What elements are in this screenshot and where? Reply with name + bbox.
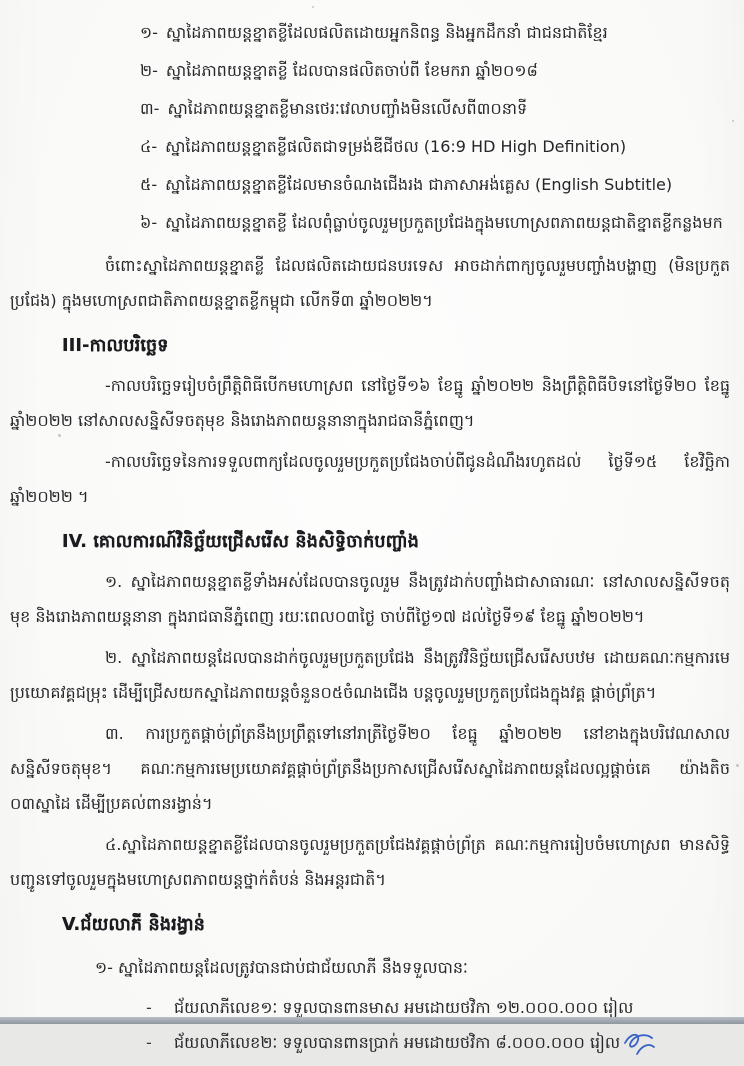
scan-edge <box>0 1017 744 1024</box>
criteria-paragraph: ១. ស្នាដៃភាពយន្តខ្នាតខ្លីទាំងអស់ដែលបានចូលរួម នឹងត្រូវដាក់បញ្ចាំងជាសាធារណៈ នៅសាលសន្និសីទចតុមុខ និងរោងភាពយន្តនានា ក្នុងរាជធានីភ្នំពេញ រយៈពេល០៣ថ្ងៃ ចាប់ពីថ្ងៃ១៧ ដល់ថ្ងៃទី១៩ ខែធ្នូ ឆ្នាំ២០២២។ <box>10 572 730 626</box>
dates-paragraph: -កាលបរិច្ឆេទរៀបចំព្រឹត្តិពិធីបើកមហោស្រព នៅថ្ងៃទី១៦ ខែធ្នូ ឆ្នាំ២០២២ និងព្រឹត្តិពិធីបិទនៅថ្ងៃទី២០ ខែធ្នូ ឆ្នាំ២០២២ នៅសាលសន្និសីទចតុមុខ និងរោងភាពយន្តនានាក្នុងរាជធានីភ្នំពេញ។ <box>10 376 730 430</box>
bullet-dash: - <box>146 998 152 1017</box>
list-item <box>140 172 730 197</box>
item-text: ស្នាដៃភាពយន្តខ្នាតខ្លី ដែលពុំធ្លាប់ចូលរួមប្រកួតប្រជែងក្នុងមហោស្រពភាពយន្តជាតិខ្នាតខ្លីកន្លងមក <box>165 213 723 232</box>
pen-squiggle-icon <box>622 1030 656 1066</box>
item-text: ស្នាដៃភាពយន្តខ្នាតខ្លី ដែលបានផលិតចាប់ពី ខែមករា ឆ្នាំ២០១៨ <box>165 61 538 80</box>
prizes-intro: ១- ស្នាដៃភាពយន្តដែលត្រូវបានជាប់ជាជ័យលាភី នឹងទទួលបានៈ <box>95 958 468 977</box>
list-item <box>140 58 730 83</box>
item-number: ៣- <box>140 99 160 118</box>
list-item <box>140 96 730 121</box>
bullet-dash: - <box>146 1033 152 1052</box>
item-text: ស្នាដៃភាពយន្តខ្នាតខ្លីមានថេរៈវេលាបញ្ចាំងមិនលើសពី៣០នាទី <box>167 99 528 118</box>
eligibility-list <box>10 20 730 235</box>
foreign-entry-note: ចំពោះស្នាដៃភាពយន្តខ្នាតខ្លី ដែលផលិតដោយជនបរទេស អាចដាក់ពាក្យចូលរួមបញ្ចាំងបង្ហាញ (មិនប្រកួតប្រជែង) ក្នុងមហោស្រពជាតិភាពយន្តខ្នាតខ្លីកម្ពុជា លើកទី៣ ឆ្នាំ២០២២។ <box>10 256 730 310</box>
item-text: ស្នាដៃភាពយន្តខ្នាតខ្លីផលិតជាទម្រង់ឌីជីថល (16:9 HD High Definition) <box>165 137 627 156</box>
prize-text: ជ័យលាភីលេខ២ៈ ទទួលបានពានប្រាក់ អមដោយថវិកា ៨.០០០.០០០ រៀល <box>174 1033 621 1052</box>
section-heading-criteria: IV. គោលការណ៍វិនិច្ឆ័យជ្រើសរើស និងសិទ្ធិចាក់បញ្ចាំង <box>62 532 420 552</box>
item-number: ២- <box>140 61 158 80</box>
criteria-paragraph: ៤.ស្នាដៃភាពយន្តខ្នាតខ្លីដែលបានចូលរួមប្រកួតប្រជែងវគ្គផ្តាច់ព្រ័ត្រ គណៈកម្មការរៀបចំមហោស្រព មានសិទ្ធិបញ្ជូនទៅចូលរួមក្នុងមហោស្រពភាពយន្តថ្នាក់តំបន់ និងអន្តរជាតិ។ <box>10 835 730 889</box>
item-number: ១- <box>140 23 158 42</box>
scan-speck <box>312 6 314 8</box>
item-number: ៥- <box>140 175 158 194</box>
item-text: ស្នាដៃភាពយន្តខ្នាតខ្លីដែលមានចំណងជើងរង ជាភាសាអង់គ្លេស (English Subtitle) <box>165 175 673 194</box>
criteria-paragraph: ២. ស្នាដៃភាពយន្តដែលបានដាក់ចូលរួមប្រកួតប្រជែង នឹងត្រូវវិនិច្ឆ័យជ្រើសរើសបឋម ដោយគណៈកម្មការមេប្រយោគវគ្គជម្រុះ ដើម្បីជ្រើសយកស្នាដៃភាពយន្តចំនួន០៥ចំណងជើង បន្តចូលរួមប្រកួតប្រជែងក្នុងវគ្គ ផ្តាច់ព្រ័ត្រ។ <box>10 648 730 702</box>
list-item <box>140 20 730 45</box>
scan-speck <box>736 764 739 767</box>
criteria-paragraph: ៣. ការប្រកួតផ្តាច់ព្រ័ត្រនឹងប្រព្រឹត្តទៅនៅរាត្រីថ្ងៃទី២០ ខែធ្នូ ឆ្នាំ២០២២ នៅខាងក្នុងបរិវេណសាលសន្និសីទចតុមុខ។ គណៈកម្មការមេប្រយោគវគ្គផ្តាច់ព្រ័ត្រនឹងប្រកាសជ្រើសរើសស្នាដៃភាពយន្តដែលល្អផ្តាច់គេ យ៉ាងតិច ០៣ស្នាដៃ ដើម្បីប្រគល់ពានរង្វាន់។ <box>10 724 730 813</box>
list-item <box>140 134 730 159</box>
section-heading-dates: III-កាលបរិច្ឆេទ <box>62 336 169 356</box>
prize-item <box>146 1030 730 1066</box>
scan-speck <box>732 120 734 122</box>
section-heading-prizes: V.ជ័យលាភី និងរង្វាន់ <box>62 915 206 935</box>
prize-list <box>10 995 730 1066</box>
item-number: ៦- <box>140 213 158 232</box>
item-number: ៤- <box>140 137 158 156</box>
dates-paragraph: -កាលបរិច្ឆេទនៃការទទួលពាក្យដែលចូលរួមប្រកួតប្រជែងចាប់ពីជូនដំណឹងរហូតដល់ ថ្ងៃទី១៥ ខែវិច្ឆិកា ឆ្នាំ២០២២ ។ <box>10 452 730 506</box>
list-item <box>140 210 730 235</box>
item-text: ស្នាដៃភាពយន្តខ្នាតខ្លីដែលផលិតដោយអ្នកនិពន្ធ និងអ្នកដឹកនាំ ជាជនជាតិខ្មែរ <box>165 23 608 42</box>
scan-speck <box>58 434 61 437</box>
prize-text: ជ័យលាភីលេខ១ៈ ទទួលបានពានមាស អមដោយថវិកា ១២.០០០.០០០ រៀល <box>174 998 634 1017</box>
